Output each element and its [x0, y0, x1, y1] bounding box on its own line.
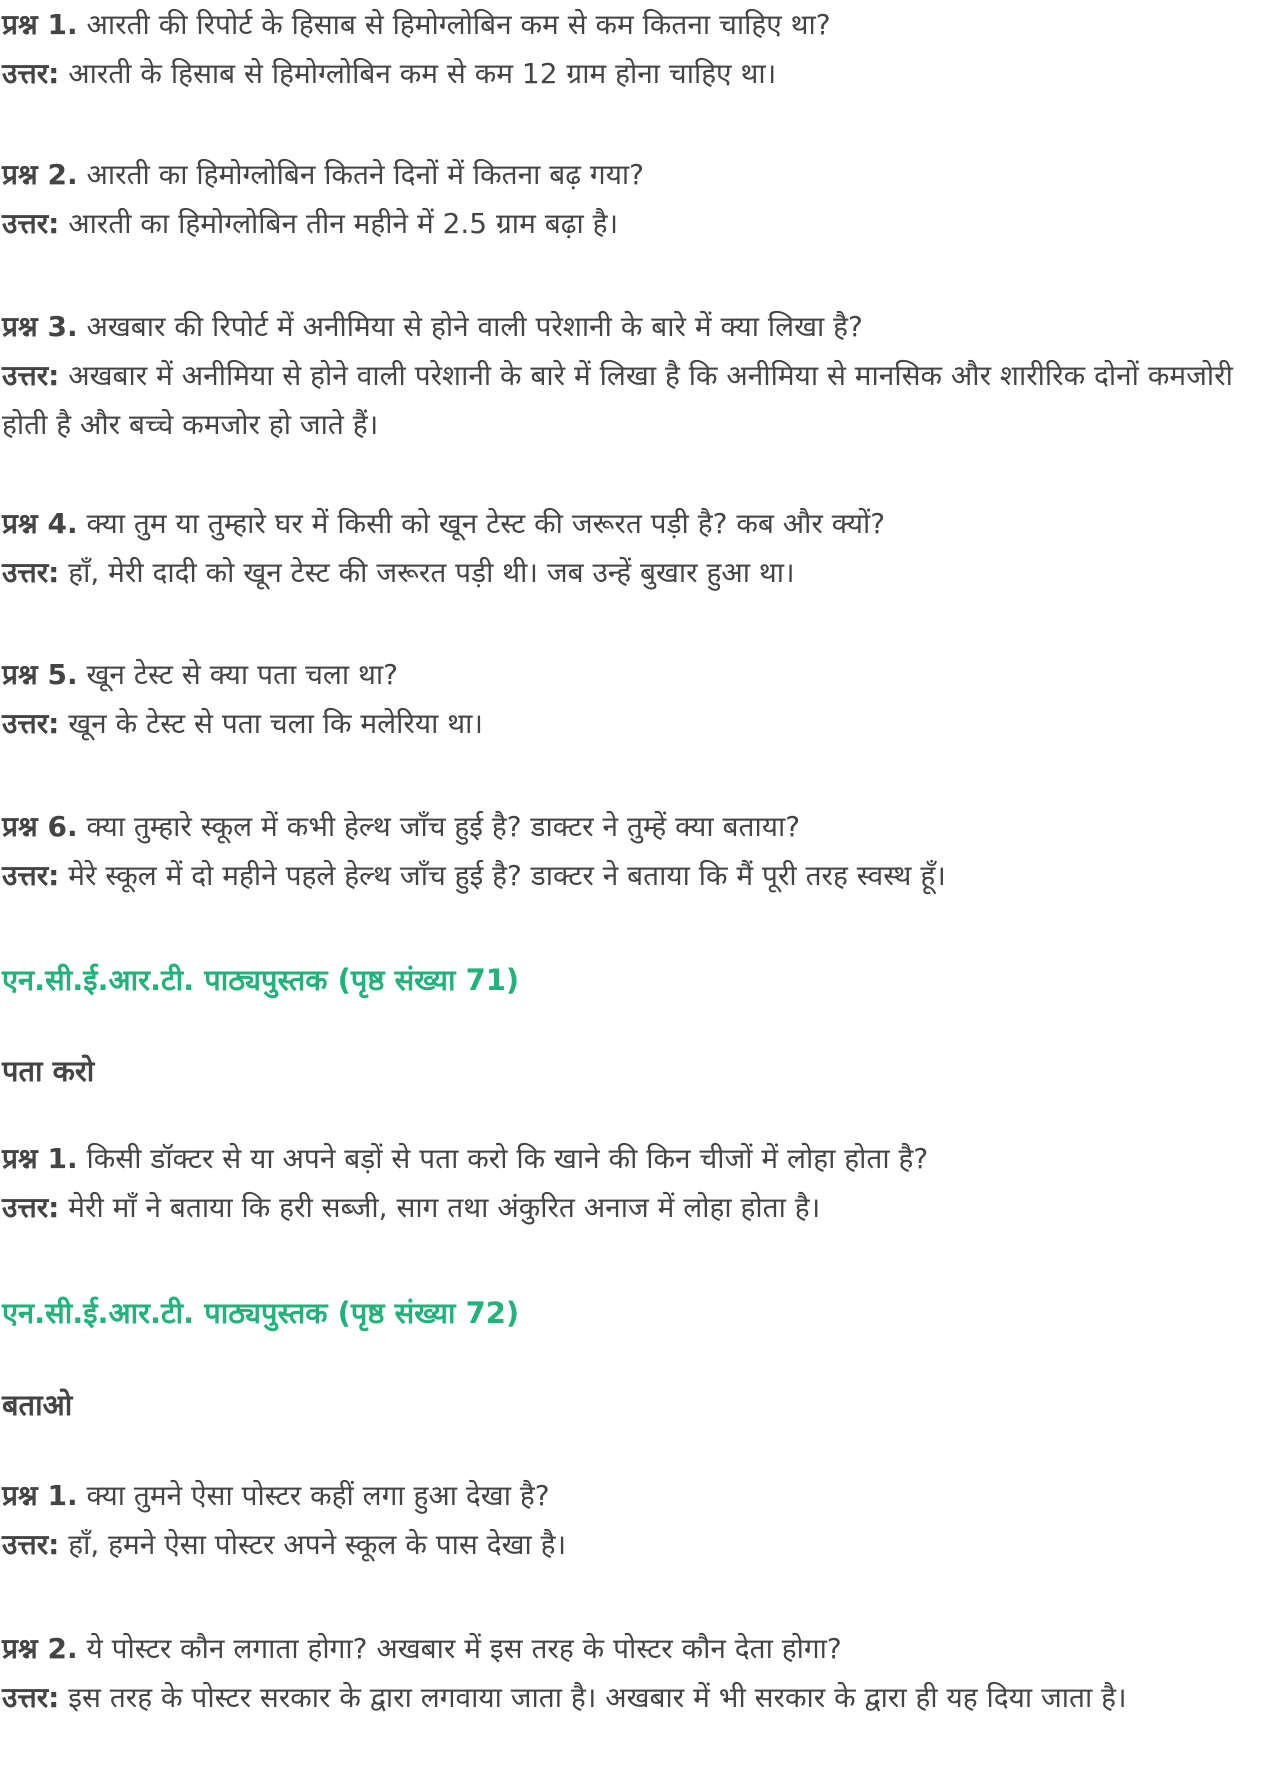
question-text: खून टेस्ट से क्या पता चला था? [86, 658, 399, 691]
question-label: प्रश्न 2. [2, 1632, 78, 1665]
question-text: आरती की रिपोर्ट के हिसाब से हिमोग्लोबिन कम से कम कितना चाहिए था? [86, 8, 831, 41]
qa-block [2, 1134, 1272, 1232]
answer-text: मेरी माँ ने बताया कि हरी सब्जी, साग तथा अंकुरित अनाज में लोहा होता है। [68, 1191, 821, 1224]
question-label: प्रश्न 5. [2, 658, 78, 691]
question-line [2, 650, 1272, 699]
question-line [2, 802, 1272, 851]
question-text: आरती का हिमोग्लोबिन कितने दिनों में कितना बढ़ गया? [86, 158, 645, 191]
question-line [2, 150, 1272, 199]
question-line [2, 0, 1272, 49]
answer-label: उत्तर: [2, 1191, 60, 1224]
question-text: क्या तुम या तुम्हारे घर में किसी को खून टेस्ट की जरूरत पड़ी है? कब और क्यों? [86, 507, 886, 540]
answer-text: आरती के हिसाब से हिमोग्लोबिन कम से कम 12 ग्राम होना चाहिए था। [68, 57, 777, 90]
question-line [2, 1471, 1272, 1520]
answer-line [2, 1520, 1272, 1569]
qa-block [2, 802, 1272, 900]
answer-text: अखबार में अनीमिया से होने वाली परेशानी के बारे में लिखा है कि अनीमिया से मानसिक और शारीरिक दोनों कमजोरी होती है और बच्चे कमजोर हो जाते हैं। [2, 359, 1233, 441]
answer-line [2, 548, 1272, 597]
section-heading: एन.सी.ई.आर.टी. पाठ्यपुस्तक (पृष्ठ संख्या 72) [2, 1296, 520, 1330]
answer-line [2, 351, 1272, 449]
question-label: प्रश्न 6. [2, 810, 78, 843]
question-text: किसी डॉक्टर से या अपने बड़ों से पता करो कि खाने की किन चीजों में लोहा होता है? [86, 1142, 929, 1175]
question-label: प्रश्न 2. [2, 158, 78, 191]
question-label: प्रश्न 1. [2, 1479, 78, 1512]
qa-block [2, 1624, 1272, 1722]
qa-block [2, 0, 1272, 98]
answer-line [2, 199, 1272, 248]
question-text: क्या तुमने ऐसा पोस्टर कहीं लगा हुआ देखा है? [86, 1479, 550, 1512]
answer-text: खून के टेस्ट से पता चला कि मलेरिया था। [68, 707, 484, 740]
answer-line [2, 851, 1272, 900]
section-subheading: बताओ [2, 1388, 73, 1422]
question-line [2, 1624, 1272, 1673]
question-text: अखबार की रिपोर्ट में अनीमिया से होने वाली परेशानी के बारे में क्या लिखा है? [86, 310, 863, 343]
answer-text: हाँ, हमने ऐसा पोस्टर अपने स्कूल के पास देखा है। [68, 1528, 567, 1561]
answer-label: उत्तर: [2, 707, 60, 740]
answer-label: उत्तर: [2, 57, 60, 90]
question-label: प्रश्न 4. [2, 507, 78, 540]
question-line [2, 302, 1272, 351]
question-line [2, 499, 1272, 548]
question-text: क्या तुम्हारे स्कूल में कभी हेल्थ जाँच हुई है? डाक्टर ने तुम्हें क्या बताया? [86, 810, 801, 843]
answer-line [2, 1183, 1272, 1232]
answer-label: उत्तर: [2, 859, 60, 892]
answer-text: मेरे स्कूल में दो महीने पहले हेल्थ जाँच हुई है? डाक्टर ने बताया कि मैं पूरी तरह स्वस्थ हूँ। [68, 859, 946, 892]
answer-line [2, 699, 1272, 748]
qa-block [2, 650, 1272, 748]
qa-block [2, 499, 1272, 597]
answer-label: उत्तर: [2, 556, 60, 589]
qa-block [2, 150, 1272, 248]
answer-line [2, 49, 1272, 98]
answer-label: उत्तर: [2, 207, 60, 240]
answer-text: इस तरह के पोस्टर सरकार के द्वारा लगवाया जाता है। अखबार में भी सरकार के द्वारा ही यह दिया जाता है। [68, 1681, 1127, 1714]
question-label: प्रश्न 1. [2, 8, 78, 41]
question-line [2, 1134, 1272, 1183]
question-label: प्रश्न 1. [2, 1142, 78, 1175]
section-heading: एन.सी.ई.आर.टी. पाठ्यपुस्तक (पृष्ठ संख्या 71) [2, 963, 520, 997]
qa-block [2, 302, 1272, 449]
question-label: प्रश्न 3. [2, 310, 78, 343]
answer-label: उत्तर: [2, 359, 60, 392]
answer-text: आरती का हिमोग्लोबिन तीन महीने में 2.5 ग्राम बढ़ा है। [68, 207, 619, 240]
answer-text: हाँ, मेरी दादी को खून टेस्ट की जरूरत पड़ी थी। जब उन्हें बुखार हुआ था। [68, 556, 795, 589]
answer-line [2, 1673, 1272, 1722]
qa-block [2, 1471, 1272, 1569]
section-subheading: पता करो [2, 1054, 95, 1088]
answer-label: उत्तर: [2, 1528, 60, 1561]
question-text: ये पोस्टर कौन लगाता होगा? अखबार में इस तरह के पोस्टर कौन देता होगा? [86, 1632, 842, 1665]
answer-label: उत्तर: [2, 1681, 60, 1714]
